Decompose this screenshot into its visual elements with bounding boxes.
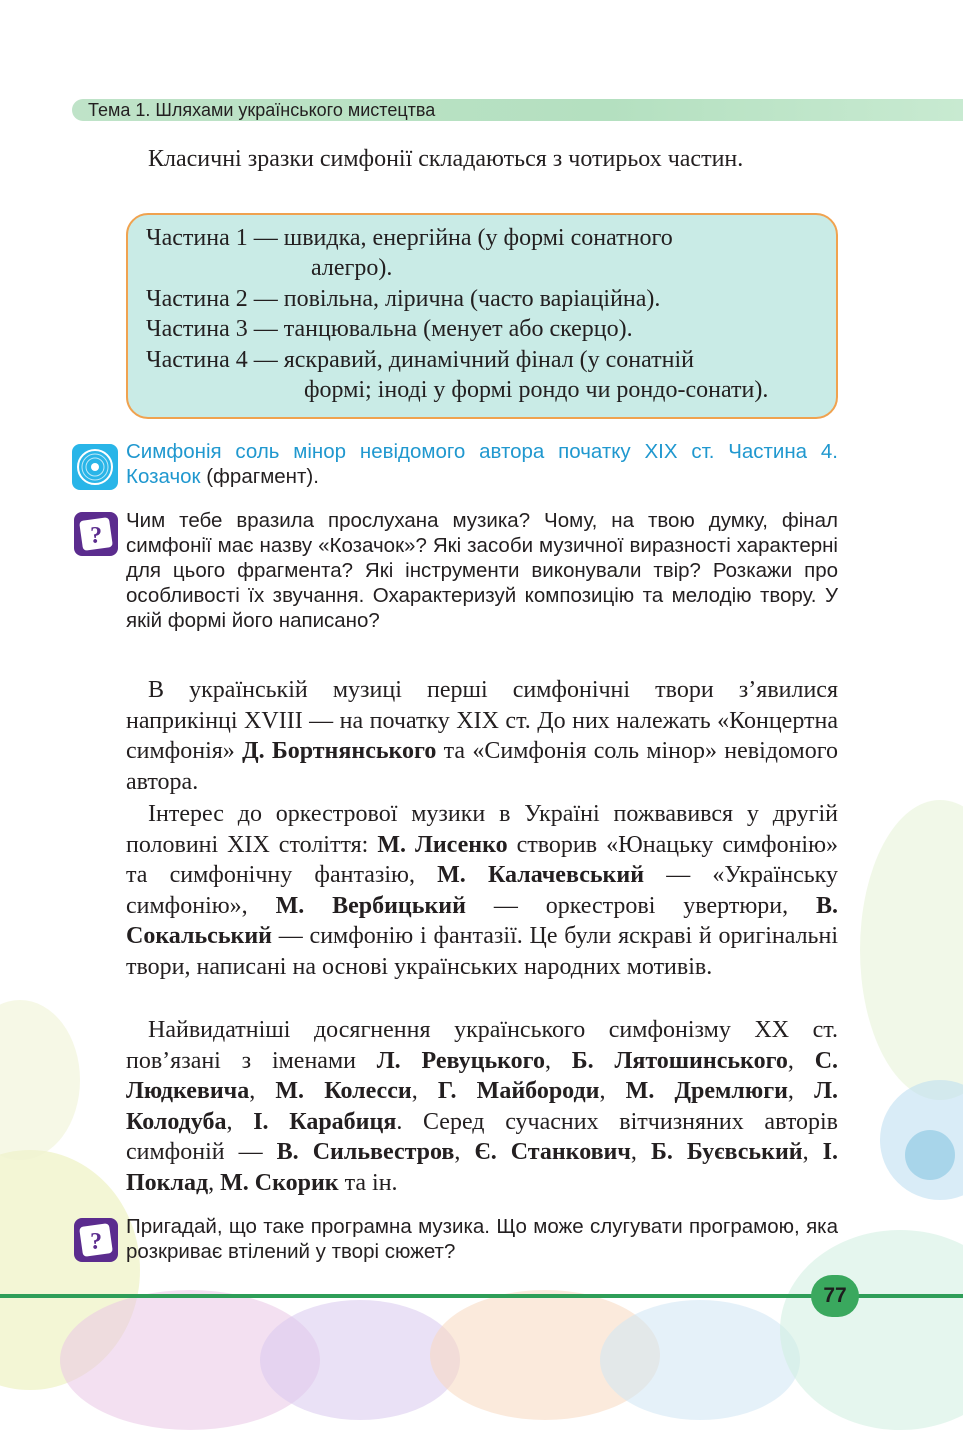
part-4-line: Частина 4 — яскравий, динамічний фінал (у сонатній bbox=[146, 347, 695, 373]
part-1-line: Частина 1 — швидка, енергійна (у формі сонатного bbox=[146, 225, 673, 251]
page-number: 77 bbox=[811, 1275, 859, 1317]
question-2-text: Пригадай, що таке програмна музика. Що може слугувати програмою, яка розкриває втілений у творі сюжет? bbox=[126, 1215, 838, 1263]
paragraph-19th-century: Інтерес до оркестрової музики в Україні пожвавився у другій половині XIX століття: М. Лисенко створив «Юнацьку симфонію» та симфонічну фантазію, М. Калачевський — «Українську симфонію», М. Вербицький — оркестрові увертюри, В. Сокальський — симфонію і фантазії. Це були яскраві й оригінальні твори, написані на основі українських народних мотивів. bbox=[126, 801, 839, 980]
svg-text:?: ? bbox=[90, 523, 102, 549]
svg-text:?: ? bbox=[90, 1229, 102, 1255]
composer-name: Д. Бортнянського bbox=[242, 738, 437, 764]
paragraph-early-symphonies: В українській музиці перші симфонічні твори з’явилися наприкінці XVIII — на початку XIX ст. До них належать «Концертна симфонія» Д. Бортнянського та «Симфонія соль мінор» невідомого автора. bbox=[126, 677, 838, 795]
composer-name: М. Вербицький bbox=[275, 892, 466, 919]
intro-paragraph: Класичні зразки симфонії складаються з чотирьох частин. bbox=[148, 146, 744, 172]
paragraph-20th-century: Найвидатніші досягнення українського симфонізму XX ст. пов’язані з іменами Л. Ревуцького, Б. Лятошинського, С. Людкевича, М. Колесси, Г. Майбороди, М. Дремлюги, Л. Колодуба, І. Карабиця. Серед сучасних вітчизняних авторів симфоній — В. Сильвестров, Є. Станкович, Б. Буєвський, І. Поклад, М. Скорик та ін. bbox=[126, 1017, 839, 1196]
question-mark-icon bbox=[74, 1218, 118, 1262]
listening-assignment bbox=[126, 439, 838, 489]
question-1-text: Чим тебе вразила прослухана музика? Чому, на твою думку, фінал симфонії має назву «Козачок»? Які засоби музичної виразності характерні для цього фрагмента? Які інструменти виконували твір? Розкажи про особливості їх звучання. Охарактеризуй композицію та мелодію твору. У якій формі його написано? bbox=[126, 509, 838, 632]
part-2-line: Частина 2 — повільна, лірична (часто варіаційна). bbox=[146, 286, 661, 312]
part-1-continuation: алегро). bbox=[311, 255, 393, 281]
composer-name: В. Сокальський bbox=[126, 892, 838, 949]
composer-name: М. Лисенко bbox=[377, 831, 508, 858]
composer-name: М. Калачевський bbox=[437, 862, 645, 888]
question-mark-icon bbox=[74, 512, 118, 556]
listening-suffix: (фрагмент). bbox=[206, 465, 319, 488]
topic-header: Тема 1. Шляхами українського мистецтва bbox=[88, 100, 436, 120]
cd-disc-icon[interactable] bbox=[72, 444, 118, 490]
part-4-continuation: формі; іноді у формі рондо чи рондо-сонати). bbox=[304, 377, 769, 403]
listening-link[interactable]: Симфонія соль мінор невідомого автора початку XIX ст. Частина 4. Козачок bbox=[126, 440, 838, 488]
part-3-line: Частина 3 — танцювальна (менует або скерцо). bbox=[146, 316, 633, 342]
